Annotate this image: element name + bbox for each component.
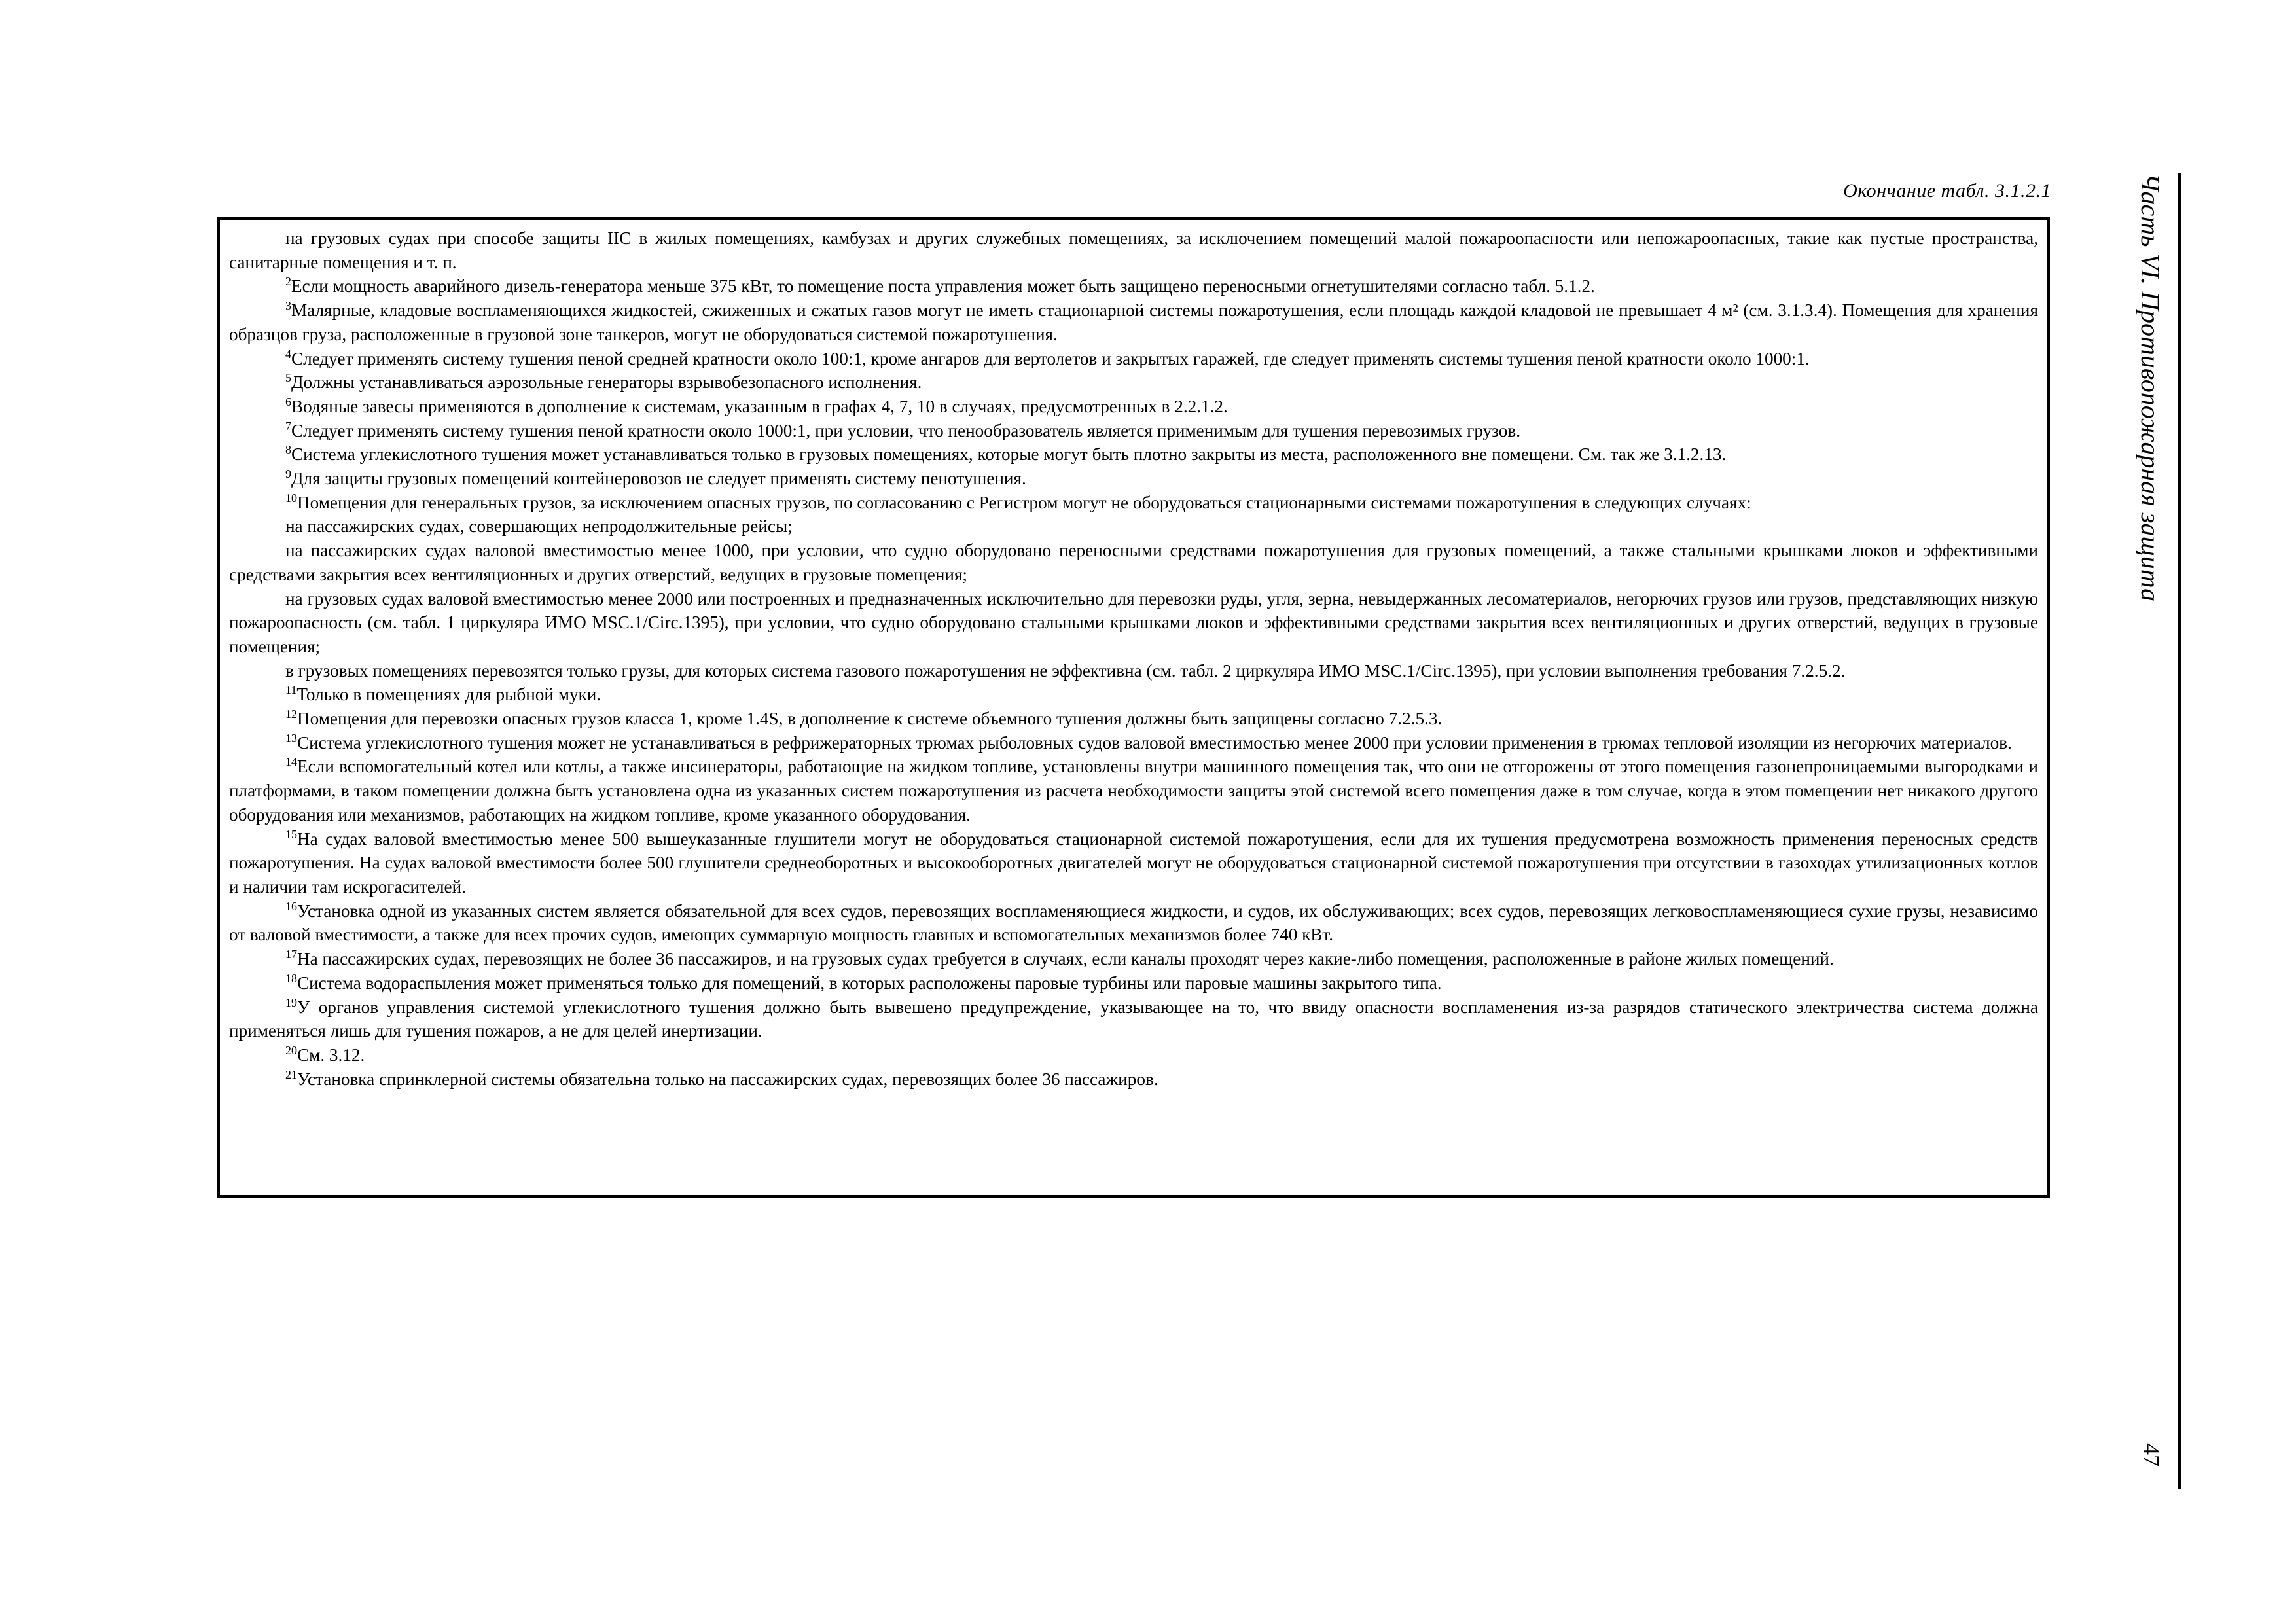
footnote-text: на грузовых судах валовой вместимостью менее 2000 или построенных и предназначенных исключительно для перевозки руды, угля, зерна, невыдержанных лесоматериалов, негорючих грузов или грузов, представляющих низкую пожароопасность (см. табл. 1 циркуляра ИМО MSC.1/Circ.1395), при условии, что судно оборудовано стальными крышками люков и эффективными средствами закрытия всех вентиляционных и других отверстий, ведущих в грузовые помещения; [229,588,2038,656]
footnote-text: Следует применять систему тушения пеной кратности около 1000:1, при условии, что пенообразователь является применимым для тушения перевозимых грузов. [291,420,1520,440]
footnote-number: 6 [285,395,291,408]
footnote-number: 18 [285,971,297,985]
footnote [229,370,2038,395]
part-title: Часть VI. Противопожарная защита [2136,173,2165,602]
footnote-text: на грузовых судах при способе защиты IIC в жилых помещениях, камбузах и других служебных помещениях, за исключением помещений малой пожароопасности или непожароопасных, такие как пустые пространства, санитарные помещения и т. п. [229,228,2038,272]
footnote-text: Водяные завесы применяются в дополнение к системам, указанным в графах 4, 7, 10 в случаях, предусмотренных в 2.2.1.2. [291,396,1228,416]
footnote-text: Для защиты грузовых помещений контейнеровозов не следует применять систему пенотушения. [291,469,1026,489]
footnote-text: На судах валовой вместимостью менее 500 вышеуказанные глушители могут не оборудоваться стационарной системой пожаротушения, если для их тушения предусмотрена возможность применения переносных средств пожаротушения. На судах валовой вместимости более 500 глушители среднеоборотных и высокооборотных двигателей могут не оборудоваться стационарной системой пожаротушения при отсутствии в газоходах утилизационных котлов и наличии там искрогасителей. [229,829,2038,897]
footnote-number: 4 [285,347,291,361]
footnote [229,731,2038,755]
footnote-text: Система углекислотного тушения может устанавливаться только в грузовых помещениях, которые могут быть плотно закрыты из места, расположенного вне помещени. См. так же 3.1.2.13. [291,444,1727,465]
footnote [229,226,2038,274]
footnote [229,707,2038,731]
footnote-number: 2 [285,275,291,289]
footnote [229,899,2038,947]
footnote-number: 7 [285,419,291,433]
footnote-number: 12 [285,707,297,721]
footnote [229,442,2038,467]
footnote [229,539,2038,586]
table-caption: Окончание табл. 3.1.2.1 [1843,180,2051,202]
footnote [229,995,2038,1043]
footnote-number: 14 [285,755,297,769]
footnote-text: Только в помещениях для рыбной муки. [296,685,601,705]
footnote-text: На пассажирских судах, перевозящих не более 36 пассажиров, и на грузовых судах требуется в случаях, если каналы проходят через какие-либо помещения, расположенные в районе жилых помещений. [297,949,1834,969]
footnote-number: 11 [285,683,297,697]
footnote-number: 9 [285,467,291,480]
footnote-text: Следует применять систему тушения пеной средней кратности около 100:1, кроме ангаров для вертолетов и закрытых гаражей, где следует применять системы тушения пеной кратности около 1000:1. [291,348,1810,368]
footnote-number: 5 [285,371,291,385]
footnote-text: Если мощность аварийного дизель-генератора меньше 375 кВт, то помещение поста управления может быть защищено переносными огнетушителями согласно табл. 5.1.2. [291,276,1595,296]
footnote-text: Установка спринклерной системы обязательна только на пассажирских судах, перевозящих более 36 пассажиров. [297,1069,1158,1089]
page-number: 47 [2138,1443,2164,1467]
footnote-number: 10 [285,491,297,505]
footnote-number: 8 [285,443,291,457]
footnote [229,419,2038,443]
footnote [229,947,2038,971]
footnote-text: У органов управления системой углекислотного тушения должно быть вывешено предупреждение, указывающее на то, что ввиду опасности воспламенения из-за разрядов статического электричества система должна применяться лишь для тушения пожаров, а не для целей инертизации. [229,997,2038,1041]
footnote-number: 19 [285,995,297,1009]
footnote-text: в грузовых помещениях перевозятся только грузы, для которых система газового пожаротушения не эффективна (см. табл. 2 циркуляра ИМО MSC.1/Circ.1395), при условии выполнения требования 7.2.5.2. [285,660,1846,681]
footnote [229,1043,2038,1067]
footnote [229,971,2038,995]
footnote [229,1067,2038,1092]
footnote-text: Если вспомогательный котел или котлы, а также инсинераторы, работающие на жидком топливе, установлены внутри машинного помещения так, что они не отгорожены от этого помещения газонепроницаемыми выгородками и платформами, в таком помещении должна быть установлена одна из указанных систем пожаротушения из расчета необходимости защиты этой системой всего помещения даже в том случае, когда в этом помещении нет никакого другого оборудования или механизмов, работающих на жидком топливе, кроме указанного оборудования. [229,757,2038,825]
footnote-text: Помещения для генеральных грузов, за исключением опасных грузов, по согласованию с Регистром могут не оборудоваться стационарными системами пожаротушения в следующих случаях: [297,492,1751,512]
footnote-number: 17 [285,948,297,961]
footnote-number: 21 [285,1067,297,1081]
footnote [229,298,2038,346]
footnote-number: 3 [285,299,291,313]
page-side-column [2128,173,2181,1489]
footnote-text: на пассажирских судах валовой вместимостью менее 1000, при условии, что судно оборудовано переносными средствами пожаротушения для грузовых помещений, а также стальными крышками люков и эффективными средствами закрытия всех вентиляционных и других отверстий, ведущих в грузовые помещения; [229,541,2038,584]
footnote [229,683,2038,707]
footnote-text: Помещения для перевозки опасных грузов класса 1, кроме 1.4S, в дополнение к системе объемного тушения должны быть защищены согласно 7.2.5.3. [297,709,1443,729]
footnote-number: 13 [285,731,297,745]
footnote-number: 16 [285,899,297,913]
footnote-text: Система углекислотного тушения может не устанавливаться в рефрижераторных трюмах рыболовных судов валовой вместимостью менее 2000 при условии применения в трюмах тепловой изоляции из негорючих материалов. [297,732,2012,753]
footnote-number: 15 [285,827,297,841]
footnotes-table [217,217,2050,1198]
footnote [229,347,2038,371]
footnote-text: Должны устанавливаться аэрозольные генераторы взрывобезопасного исполнения. [291,372,922,393]
footnote-text: на пассажирских судах, совершающих непродолжительные рейсы; [285,516,793,537]
footnote [229,491,2038,515]
footnote [229,659,2038,683]
footnote [229,587,2038,659]
footnote [229,274,2038,298]
footnote-text: См. 3.12. [297,1044,365,1065]
footnote-text: Малярные, кладовые воспламеняющихся жидкостей, сжиженных и сжатых газов могут не иметь стационарной системы пожаротушения, если площадь каждой кладовой не превышает 4 м² (см. 3.1.3.4). Помещения для хранения образцов груза, расположенные в грузовой зоне танкеров, могут не оборудоваться системой пожаротушения. [229,300,2038,344]
footnote-text: Установка одной из указанных систем является обязательной для всех судов, перевозящих воспламеняющиеся жидкости, и судов, их обслуживающих; всех судов, перевозящих легковоспламеняющиеся сухие грузы, независимо от валовой вместимости, а также для всех прочих судов, имеющих суммарную мощность главных и вспомогательных механизмов более 740 кВт. [229,901,2038,945]
footnote [229,755,2038,827]
footnote-number: 20 [285,1043,297,1057]
footnote-text: Система водораспыления может применяться только для помещений, в которых расположены паровые турбины или паровые машины закрытого типа. [297,972,1442,993]
footnote [229,395,2038,419]
side-rule [2178,173,2181,1489]
footnote [229,827,2038,899]
footnote [229,514,2038,539]
footnote [229,467,2038,491]
